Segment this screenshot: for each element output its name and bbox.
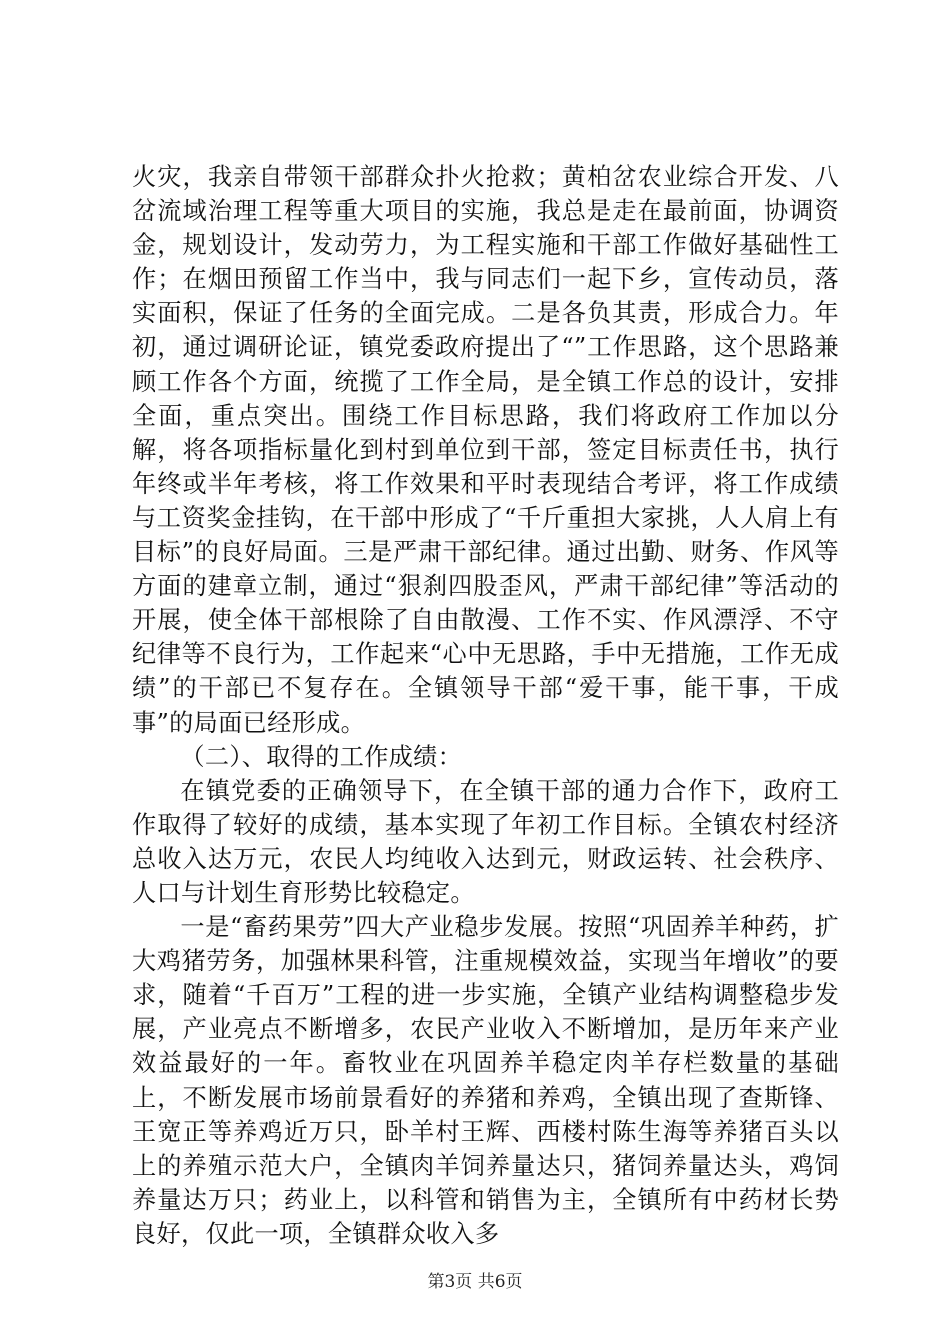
section-heading: （二）、取得的工作成绩： bbox=[180, 742, 463, 771]
paragraph-continuation: 火灾，我亲自带领干部群众扑火抢救；黄柏岔农业综合开发、八岔流域治理工程等重大项目的实施，我总是走在最前面，协调资金，规划设计，发动劳力，为工程实施和干部工作做好基础性工作；在烟田预留工作当中，我与同志们一起下乡，宣传动员，落实面积，保证了任务的全面完成。二是各负其责，形成合力。年初，通过调研论证，镇党委政府提出了“”工作思路，这个思路兼顾工作各个方面，统揽了工作全局，是全镇工作总的设计，安排全面，重点突出。围绕工作目标思路，我们将政府工作加以分解，将各项指标量化到村到单位到干部，签定目标责任书，执行年终或半年考核，将工作效果和平时表现结合考评，将工作成绩与工资奖金挂钩，在干部中形成了“千斤重担大家挑，人人肩上有目标”的良好局面。三是严肃干部纪律。通过出勤、财务、作风等方面的建章立制，通过“狠刹四股歪风，严肃干部纪律”等活动的开展，使全体干部根除了自由散漫、工作不实、作风漂浮、不守纪律等不良行为，工作起来“心中无思路，手中无措施，工作无成绩”的干部已不复存在。全镇领导干部“爱干事，能干事，干成事”的局面已经形成。 bbox=[132, 163, 839, 737]
page-number-footer: 第3页 共6页 bbox=[427, 1272, 523, 1292]
paragraph-achievements-intro: 在镇党委的正确领导下，在全镇干部的通力合作下，政府工作取得了较好的成绩，基本实现了年初工作目标。全镇农村经济总收入达万元，农民人均纯收入达到元，财政运转、社会秩序、人口与计划生育形势比较稳定。 bbox=[132, 776, 839, 907]
document-body bbox=[132, 160, 839, 1251]
paragraph-industry-development: 一是“畜药果劳”四大产业稳步发展。按照“巩固养羊种药，扩大鸡猪劳务，加强林果科管，注重规模效益，实现当年增收”的要求，随着“千百万”工程的进一步实施，全镇产业结构调整稳步发展，产业亮点不断增多，农民产业收入不断增加，是历年来产业效益最好的一年。畜牧业在巩固养羊稳定肉羊存栏数量的基础上，不断发展市场前景看好的养猪和养鸡，全镇出现了查斯锋、王宽正等养鸡近万只，卧羊村王辉、西楼村陈生海等养猪百头以上的养殖示范大户，全镇肉羊饲养量达只，猪饲养量达头，鸡饲养量达万只；药业上，以科管和销售为主，全镇所有中药材长势良好，仅此一项，全镇群众收入多 bbox=[132, 913, 839, 1248]
